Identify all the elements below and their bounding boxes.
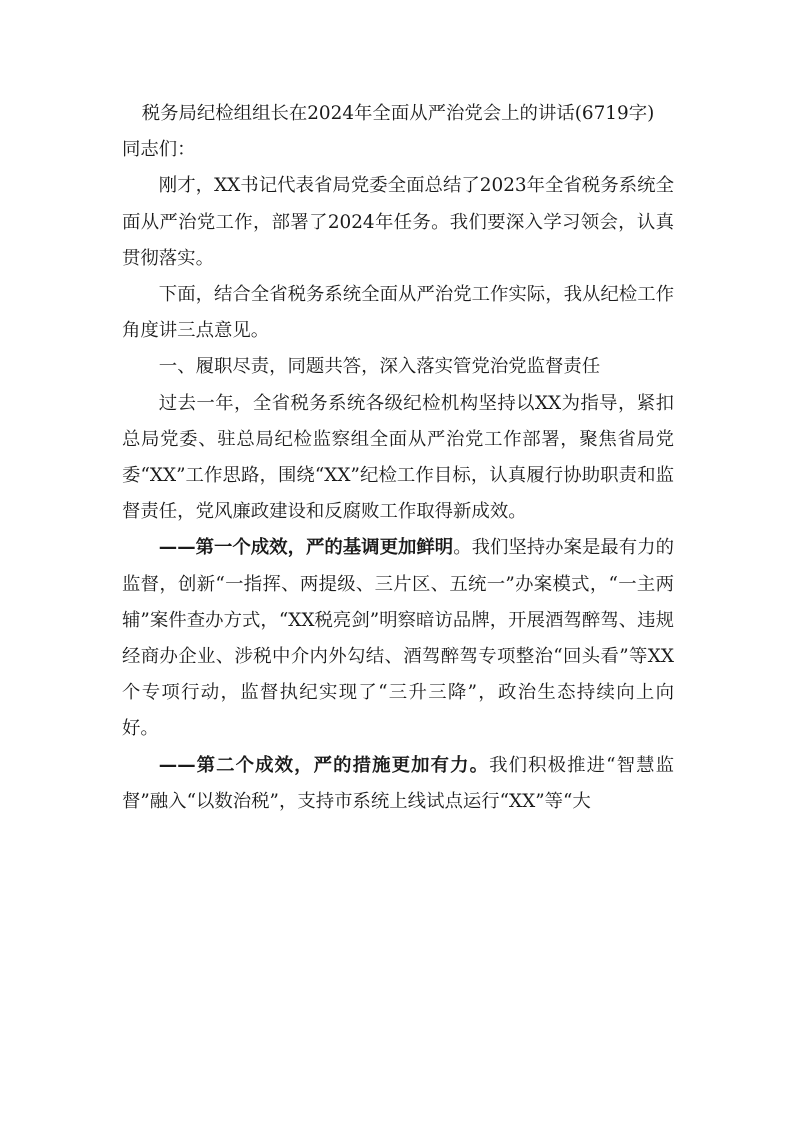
achievement-lead: ——第二个成效，严的措施更加有力。 xyxy=(158,754,490,776)
section-heading-1 xyxy=(122,349,674,385)
paragraph-intro xyxy=(122,277,674,349)
paragraph-text: 我们积极推进“智慧监督”融入“以数治税”，支持市系统上线试点运行“XX”等“大 xyxy=(122,754,674,812)
paragraph-text: 。我们坚持办案是最有力的监督，创新“一指挥、两提级、三片区、五统一”办案模式，“一主两辅”案件查办方式，“XX税亮剑”明察暗访品牌，开展酒驾醉驾、违规经商办企业、涉税中介内外勾结、酒驾醉驾专项整治“回头看”等XX个专项行动，监督执纪实现了“三升三降”，政治生态持续向上向好。 xyxy=(122,537,674,740)
document-page xyxy=(122,96,674,820)
document-title: 税务局纪检组组长在2024年全面从严治党会上的讲话(6719字) xyxy=(141,103,655,124)
achievement-lead: ——第一个成效，严的基调更加鲜明 xyxy=(158,537,454,559)
paragraph-text: 刚才，XX书记代表省局党委全面总结了2023年全省税务系统全面从严治党工作，部署了2024年任务。我们要深入学习领会，认真贯彻落实。 xyxy=(122,175,674,269)
paragraph-past-year xyxy=(122,386,674,531)
paragraph-opening xyxy=(122,168,674,277)
paragraph-achievement-1 xyxy=(122,530,674,747)
section-heading-text: 一、履职尽责，同题共答，深入落实管党治党监督责任 xyxy=(158,356,601,378)
paragraph-achievement-2 xyxy=(122,748,674,820)
salutation: 同志们： xyxy=(122,139,196,161)
paragraph-text: 过去一年，全省税务系统各级纪检机构坚持以XX为指导，紧扣总局党委、驻总局纪检监察组全面从严治党工作部署，聚焦省局党委“XX”工作思路，围绕“XX”纪检工作目标，认真履行协助职责和监督责任，党风廉政建设和反腐败工作取得新成效。 xyxy=(122,392,674,523)
paragraph-text: 下面，结合全省税务系统全面从严治党工作实际，我从纪检工作角度讲三点意见。 xyxy=(122,284,674,342)
